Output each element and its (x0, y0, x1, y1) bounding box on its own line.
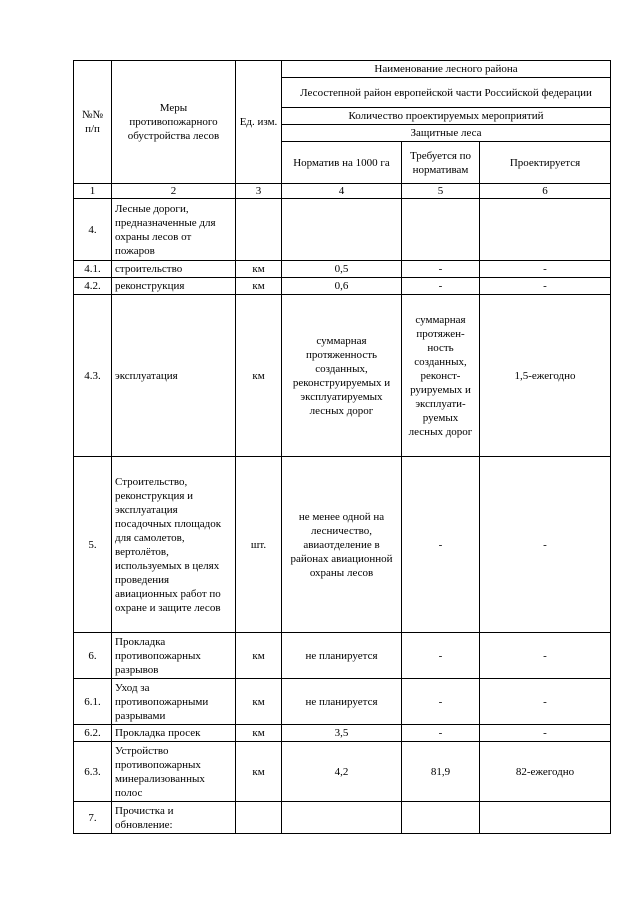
row-num: 7. (74, 802, 112, 834)
row-measure: реконструкция (112, 278, 236, 295)
column-number: 4 (282, 184, 402, 199)
table-row (74, 725, 611, 742)
row-norm: 0,5 (282, 261, 402, 278)
row-planned: - (480, 457, 611, 633)
row-norm (282, 199, 402, 261)
row-required: - (402, 633, 480, 679)
row-measure: Строительство, реконструкция и эксплуатация посадочных площадок для самолетов, вертолётов, используемых в целях проведения авиационных работ по охране и защите лесов (112, 457, 236, 633)
table-row (74, 261, 611, 278)
row-planned: 82-ежегодно (480, 742, 611, 802)
row-num: 6. (74, 633, 112, 679)
row-unit: км (236, 725, 282, 742)
column-number: 2 (112, 184, 236, 199)
row-measure: строительство (112, 261, 236, 278)
row-unit: км (236, 278, 282, 295)
row-norm (282, 802, 402, 834)
row-unit: км (236, 679, 282, 725)
row-planned: - (480, 633, 611, 679)
row-num: 6.2. (74, 725, 112, 742)
column-number: 3 (236, 184, 282, 199)
header-col-norm: Норматив на 1000 га (282, 142, 402, 184)
header-quantity-title: Количество проектируемых мероприятий (282, 108, 611, 125)
row-unit: км (236, 295, 282, 457)
row-planned (480, 802, 611, 834)
column-numbers-row (74, 184, 611, 199)
row-required (402, 199, 480, 261)
row-num: 6.3. (74, 742, 112, 802)
row-num: 4. (74, 199, 112, 261)
row-unit (236, 199, 282, 261)
row-planned: - (480, 679, 611, 725)
row-num: 4.3. (74, 295, 112, 457)
header-col-unit: Ед. изм. (236, 61, 282, 184)
row-norm: суммарная протяженность созданных, реконструируемых и эксплуатируемых лесных дорог (282, 295, 402, 457)
table-row (74, 278, 611, 295)
row-norm: 3,5 (282, 725, 402, 742)
column-number: 6 (480, 184, 611, 199)
row-num: 4.1. (74, 261, 112, 278)
row-measure: Лесные дороги, предназначенные для охраны лесов от пожаров (112, 199, 236, 261)
row-required: 81,9 (402, 742, 480, 802)
row-measure: эксплуатация (112, 295, 236, 457)
header-forest-district-value: Лесостепной район европейской части Российской федерации (282, 78, 611, 108)
row-norm: 0,6 (282, 278, 402, 295)
row-required: - (402, 457, 480, 633)
row-planned: 1,5-ежегодно (480, 295, 611, 457)
row-required (402, 802, 480, 834)
row-required: суммарная протяжен-ность созданных, реконст-руируемых и эксплуати-руемых лесных дорог (402, 295, 480, 457)
fire-measures-table (73, 60, 611, 834)
row-num: 5. (74, 457, 112, 633)
row-planned: - (480, 278, 611, 295)
header-col-measures: Меры противопожарного обустройства лесов (112, 61, 236, 184)
table-row (74, 802, 611, 834)
row-norm: не планируется (282, 679, 402, 725)
table-row (74, 295, 611, 457)
row-unit (236, 802, 282, 834)
table-row (74, 679, 611, 725)
row-measure: Уход за противопожарными разрывами (112, 679, 236, 725)
row-planned: - (480, 725, 611, 742)
header-col-planned: Проектируется (480, 142, 611, 184)
header-col-required: Требуется по нормативам (402, 142, 480, 184)
row-measure: Устройство противопожарных минерализованных полос (112, 742, 236, 802)
row-measure: Прокладка противопожарных разрывов (112, 633, 236, 679)
column-number: 1 (74, 184, 112, 199)
row-unit: км (236, 742, 282, 802)
table-row (74, 633, 611, 679)
row-norm: не менее одной на лесничество, авиаотделение в районах авиационной охраны лесов (282, 457, 402, 633)
row-unit: км (236, 261, 282, 278)
row-required: - (402, 725, 480, 742)
table-row (74, 457, 611, 633)
row-planned: - (480, 261, 611, 278)
row-measure: Прочистка и обновление: (112, 802, 236, 834)
header-row-1 (74, 61, 611, 78)
column-number: 5 (402, 184, 480, 199)
header-protective-forests: Защитные леса (282, 125, 611, 142)
row-planned (480, 199, 611, 261)
row-required: - (402, 278, 480, 295)
row-required: - (402, 261, 480, 278)
row-num: 4.2. (74, 278, 112, 295)
table-row (74, 199, 611, 261)
header-col-num: №№ п/п (74, 61, 112, 184)
row-norm: 4,2 (282, 742, 402, 802)
row-unit: км (236, 633, 282, 679)
row-num: 6.1. (74, 679, 112, 725)
row-required: - (402, 679, 480, 725)
header-forest-district-title: Наименование лесного района (282, 61, 611, 78)
row-measure: Прокладка просек (112, 725, 236, 742)
row-norm: не планируется (282, 633, 402, 679)
table-row (74, 742, 611, 802)
row-unit: шт. (236, 457, 282, 633)
